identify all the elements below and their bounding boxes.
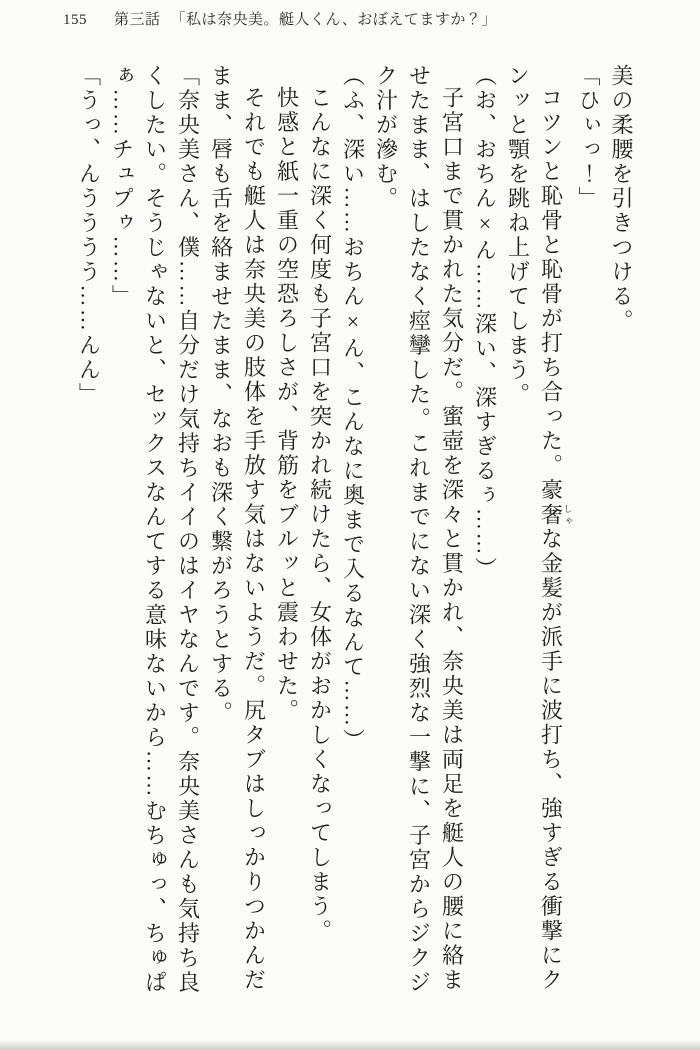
paragraph: こんなに深く何度も子宮口を突かれ続けたら、女体がおかしくなってしまう。: [307, 86, 333, 944]
body-text: [73, 64, 639, 1012]
paragraph: それでも艇人は奈央美の肢体を手放す気はないようだ。尻タブはしっかりつかんだまま、唇も舌を絡ませたまま、なおも深く繋がろうとする。: [208, 64, 267, 993]
chapter-title: 「私は奈央美。艇人くん、おぼえてますか？」: [170, 12, 497, 28]
paragraph: 快感と紙一重の空恐ろしさが、背筋をブルッと震わせた。: [274, 86, 300, 723]
paragraph: コツンと恥骨と恥骨が打ち合った。豪奢しゃな金髪が派手に波打ち、強すぎる衝撃にクンッと顎を跳ね上げてしまう。: [505, 64, 572, 993]
furigana-ruby: 奢しゃ: [538, 502, 572, 527]
paragraph: 「ひぃっ！」: [576, 64, 601, 211]
paragraph: 子宮口まで貫かれた気分だ。蜜壺を深々と貫かれ、奈央美は両足を艇人の腰に絡ませたまま、はしたなく痙攣した。これまでにない深く強烈な一撃に、子宮からジクジク汁が滲む。: [373, 64, 465, 995]
paragraph: （ふ、深い……おちん×ん、こんなに奥まで入るなんて……）: [340, 64, 366, 753]
page-number: 155: [63, 12, 87, 28]
paragraph: （お、おちん×ん……深い、深すぎるぅ……）: [472, 64, 498, 582]
paragraph: 「うっ、んうううう……んん」: [76, 64, 102, 407]
paragraph: 美の柔腰を引きつける。: [609, 64, 634, 334]
running-header: [63, 8, 497, 29]
chapter-label: 第三話: [114, 12, 161, 28]
paragraph: 「奈央美さん、僕……自分だけ気持ちイイのはイヤなんです。奈央美さんも気持ち良くしたい。そうじゃないと、セックスなんてする意味ないから……むちゅっ、ちゅぱぁ……チュプゥ……」: [109, 64, 201, 995]
